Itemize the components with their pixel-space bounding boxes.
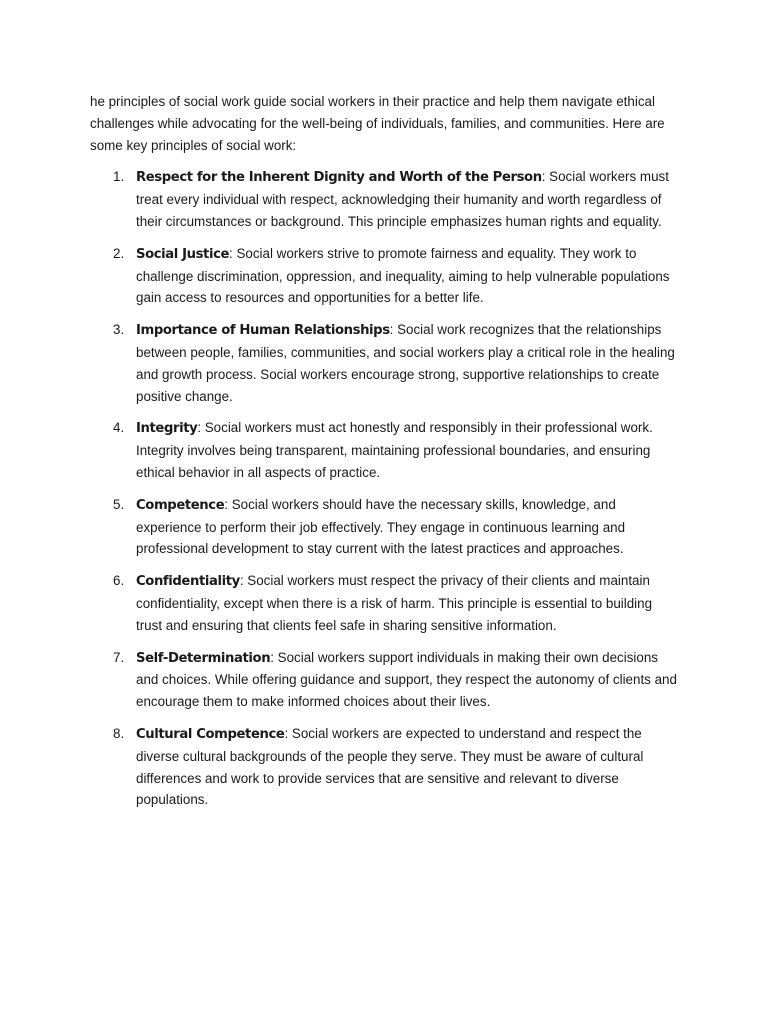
list-item (90, 319, 680, 407)
principles-list (90, 166, 680, 811)
principle-term: Social Justice (136, 246, 230, 262)
list-number: 6. (113, 573, 125, 589)
list-item (90, 166, 680, 232)
principle-term: Importance of Human Relationships (136, 323, 390, 339)
principle-description: : Social workers are expected to understand and respect the diverse cultural backgrounds of the people they serve. They must be aware of cultural differences and work to provide services that are sensitive and relevant to diverse populations. (136, 725, 644, 808)
list-number: 7. (113, 649, 125, 665)
principle-description: : Social work recognizes that the relationships between people, families, communities, and social workers play a critical role in the healing and growth process. Social workers encourage strong, supportive relationships to create positive change. (136, 322, 675, 404)
list-item (90, 417, 680, 483)
principle-description: : Social workers should have the necessary skills, knowledge, and experience to perform their job effectively. They engage in continuous learning and professional development to stay current with the latest practices and approaches. (136, 496, 626, 557)
principle-description: : Social workers strive to promote fairness and equality. They work to challenge discrimination, oppression, and inequality, aiming to help vulnerable populations gain access to resources and opportunities for a better life. (136, 245, 670, 306)
principle-description: : Social workers must act honestly and responsibly in their professional work. Integrity involves being transparent, maintaining professional boundaries, and ensuring ethical behavior in all aspects of practice. (136, 420, 653, 480)
intro-paragraph: he principles of social work guide social workers in their practice and help them navigate ethical challenges while advocating for the well-being of individuals, families, and communities. Here are some key principles of social work: (90, 94, 665, 153)
list-number: 3. (113, 322, 125, 338)
list-number: 8. (113, 725, 125, 741)
list-item (90, 494, 680, 560)
principle-term: Respect for the Inherent Dignity and Worth of the Person (136, 170, 542, 186)
list-item (90, 723, 680, 811)
principle-term: Integrity (136, 421, 198, 437)
principle-description: : Social workers must respect the privacy of their clients and maintain confidentiality, except when there is a risk of harm. This principle is essential to building trust and ensuring that clients feel safe in sharing sensitive information. (136, 573, 653, 633)
principle-term: Self-Determination (136, 650, 271, 666)
principle-term: Competence (136, 497, 225, 513)
principle-description: : Social workers must treat every individual with respect, acknowledging their humanity and worth regardless of their circumstances or background. This principle emphasizes human rights and equality. (136, 169, 669, 229)
list-number: 5. (113, 496, 125, 512)
list-item (90, 243, 680, 309)
list-number: 4. (113, 420, 125, 436)
list-number: 2. (113, 245, 125, 261)
principle-term: Cultural Competence (136, 726, 285, 742)
list-item (90, 647, 680, 713)
list-number: 1. (113, 169, 125, 185)
list-item (90, 570, 680, 636)
document-page (90, 91, 680, 821)
principle-description: : Social workers support individuals in making their own decisions and choices. While offering guidance and support, they respect the autonomy of clients and encourage them to make informed choices about their lives. (136, 649, 677, 710)
principle-term: Confidentiality (136, 574, 240, 590)
